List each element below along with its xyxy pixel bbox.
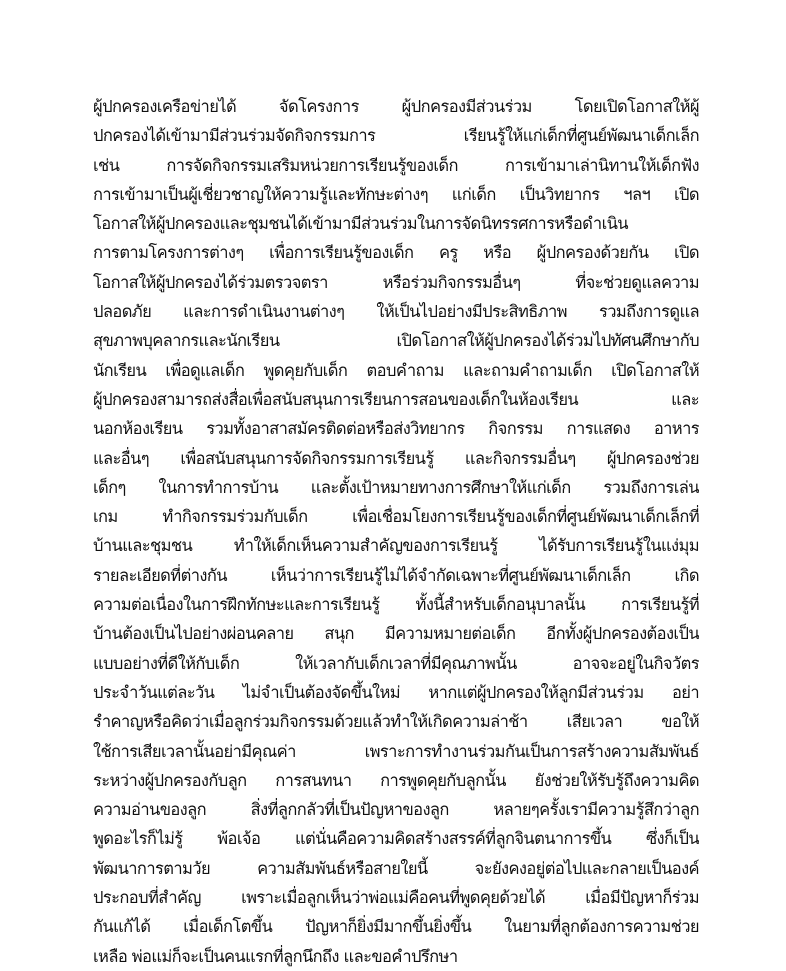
text-line: พูดอะไรก็ไม่รู้ พ้อเจ้อ แต่นั่นคือความคิดสร้างสรรค์ที่ลูกจินตนาการขึ้น ซึ่งก็เป็น — [93, 829, 699, 849]
text-line: การตามโครงการต่างๆ เพื่อการเรียนรู้ของเด็ก ครู หรือ ผู้ปกครองด้วยกัน เปิด — [93, 243, 699, 263]
text-line: นักเรียน เพื่อดูแลเด็ก พูดคุยกับเด็ก ตอบคำถาม และถามคำถามเด็ก เปิดโอกาสให้ — [93, 360, 699, 380]
text-line: ใช้การเสียเวลานั้นอย่ามีคุณค่า เพราะการทำงานร่วมกันเป็นการสร้างความสัมพันธ์ — [93, 741, 699, 761]
text-line: ระหว่างผู้ปกครองกับลูก การสนทนา การพูดคุยกับลูกนั้น ยังช่วยให้รับรู้ถึงความคิด — [93, 770, 699, 790]
text-line: สุขภาพบุคลากรและนักเรียน เปิดโอกาสให้ผู้ปกครองได้ร่วมไปทัศนศึกษากับ — [93, 331, 699, 351]
text-line: เหลือ พ่อแม่ก็จะเป็นคนแรกที่ลูกนึกถึง และขอคำปรึกษา — [93, 946, 458, 966]
body-paragraph — [93, 92, 699, 971]
text-line: บ้านและชุมชน ทำให้เด็กเห็นความสำคัญของการเรียนรู้ ได้รับการเรียนรู้ในแง่มุม — [93, 536, 699, 556]
text-line: ผู้ปกครองสามารถส่งสื่อเพื่อสนับสนุนการเรียนการสอนของเด็กในห้องเรียน และ — [93, 389, 699, 409]
text-line: นอกห้องเรียน รวมทั้งอาสาสมัครติดต่อหรือส่งวิทยากร กิจกรรม การแสดง อาหาร — [93, 419, 699, 439]
text-line: ปกครองได้เข้ามามีส่วนร่วมจัดกิจกรรมการ เรียนรู้ให้แก่เด็กที่ศูนย์พัฒนาเด็กเล็ก — [93, 126, 699, 146]
text-line: เกม ทำกิจกรรมร่วมกับเด็ก เพื่อเชื่อมโยงการเรียนรู้ของเด็กที่ศูนย์พัฒนาเด็กเล็กที่ — [93, 507, 699, 527]
text-line: รายละเอียดที่ต่างกัน เห็นว่าการเรียนรู้ไม่ได้จำกัดเฉพาะที่ศูนย์พัฒนาเด็กเล็ก เกิด — [93, 565, 699, 585]
text-line: กันแก้ได้ เมื่อเด็กโตขึ้น ปัญหาก็ยิ่งมีมากขึ้นยิ่งขึ้น ในยามที่ลูกต้องการความช่วย — [93, 917, 699, 937]
text-line: ผู้ปกครองเครือข่ายได้ จัดโครงการ ผู้ปกครองมีส่วนร่วม โดยเปิดโอกาสให้ผู้ — [93, 97, 699, 116]
text-line: เช่น การจัดกิจกรรมเสริมหน่วยการเรียนรู้ของเด็ก การเข้ามาเล่านิทานให้เด็กฟัง — [93, 155, 699, 175]
text-line: โอกาสให้ผู้ปกครองได้ร่วมตรวจตรา หรือร่วมกิจกรรมอื่นๆ ที่จะช่วยดูแลความ — [93, 272, 699, 292]
text-line: โอกาสให้ผู้ปกครองและชุมชนได้เข้ามามีส่วนร่วมในการจัดนิทรรศการหรือดำเนิน — [93, 214, 628, 234]
text-line: ประจำวันแต่ละวัน ไม่จำเป็นต้องจัดขึ้นใหม่ หากแต่ผู้ปกครองให้ลูกมีส่วนร่วม อย่า — [93, 682, 699, 702]
text-line: พัฒนาการตามวัย ความสัมพันธ์หรือสายใยนี้ จะยังคงอยู่ต่อไปและกลายเป็นองค์ — [93, 858, 699, 878]
text-line: เด็กๆ ในการทำการบ้าน และตั้งเป้าหมายทางการศึกษาให้แก่เด็ก รวมถึงการเล่น — [93, 477, 699, 497]
text-line: ความอ่านของลูก สิ่งที่ลูกกลัวที่เป็นปัญหาของลูก หลายๆครั้งเรามีความรู้สึกว่าลูก — [93, 800, 699, 820]
text-line: บ้านต้องเป็นไปอย่างผ่อนคลาย สนุก มีความหมายต่อเด็ก อีกทั้งผู้ปกครองต้องเป็น — [93, 624, 699, 644]
text-line: และอื่นๆ เพื่อสนับสนุนการจัดกิจกรรมการเรียนรู้ และกิจกรรมอื่นๆ ผู้ปกครองช่วย — [93, 448, 699, 468]
text-line: การเข้ามาเป็นผู้เชี่ยวชาญให้ความรู้และทักษะต่างๆ แก่เด็ก เป็นวิทยากร ฯลฯ เปิด — [93, 184, 699, 204]
text-line: รำคาญหรือคิดว่าเมื่อลูกร่วมกิจกรรมด้วยแล้วทำให้เกิดความล่าช้า เสียเวลา ขอให้ — [93, 712, 699, 732]
text-line: ประกอบที่สำคัญ เพราะเมื่อลูกเห็นว่าพ่อแม่คือคนที่พูดคุยด้วยได้ เมื่อมีปัญหาก็ร่วม — [93, 888, 699, 908]
text-line: แบบอย่างที่ดีให้กับเด็ก ให้เวลากับเด็กเวลาที่มีคุณภาพนั้น อาจจะอยู่ในกิจวัตร — [93, 653, 699, 673]
text-line: ความต่อเนื่องในการฝึกทักษะและการเรียนรู้ ทั้งนี้สำหรับเด็กอนุบาลนั้น การเรียนรู้ที่ — [93, 595, 699, 615]
text-line: ปลอดภัย และการดำเนินงานต่างๆ ให้เป็นไปอย่างมีประสิทธิภาพ รวมถึงการดูแล — [93, 302, 699, 322]
